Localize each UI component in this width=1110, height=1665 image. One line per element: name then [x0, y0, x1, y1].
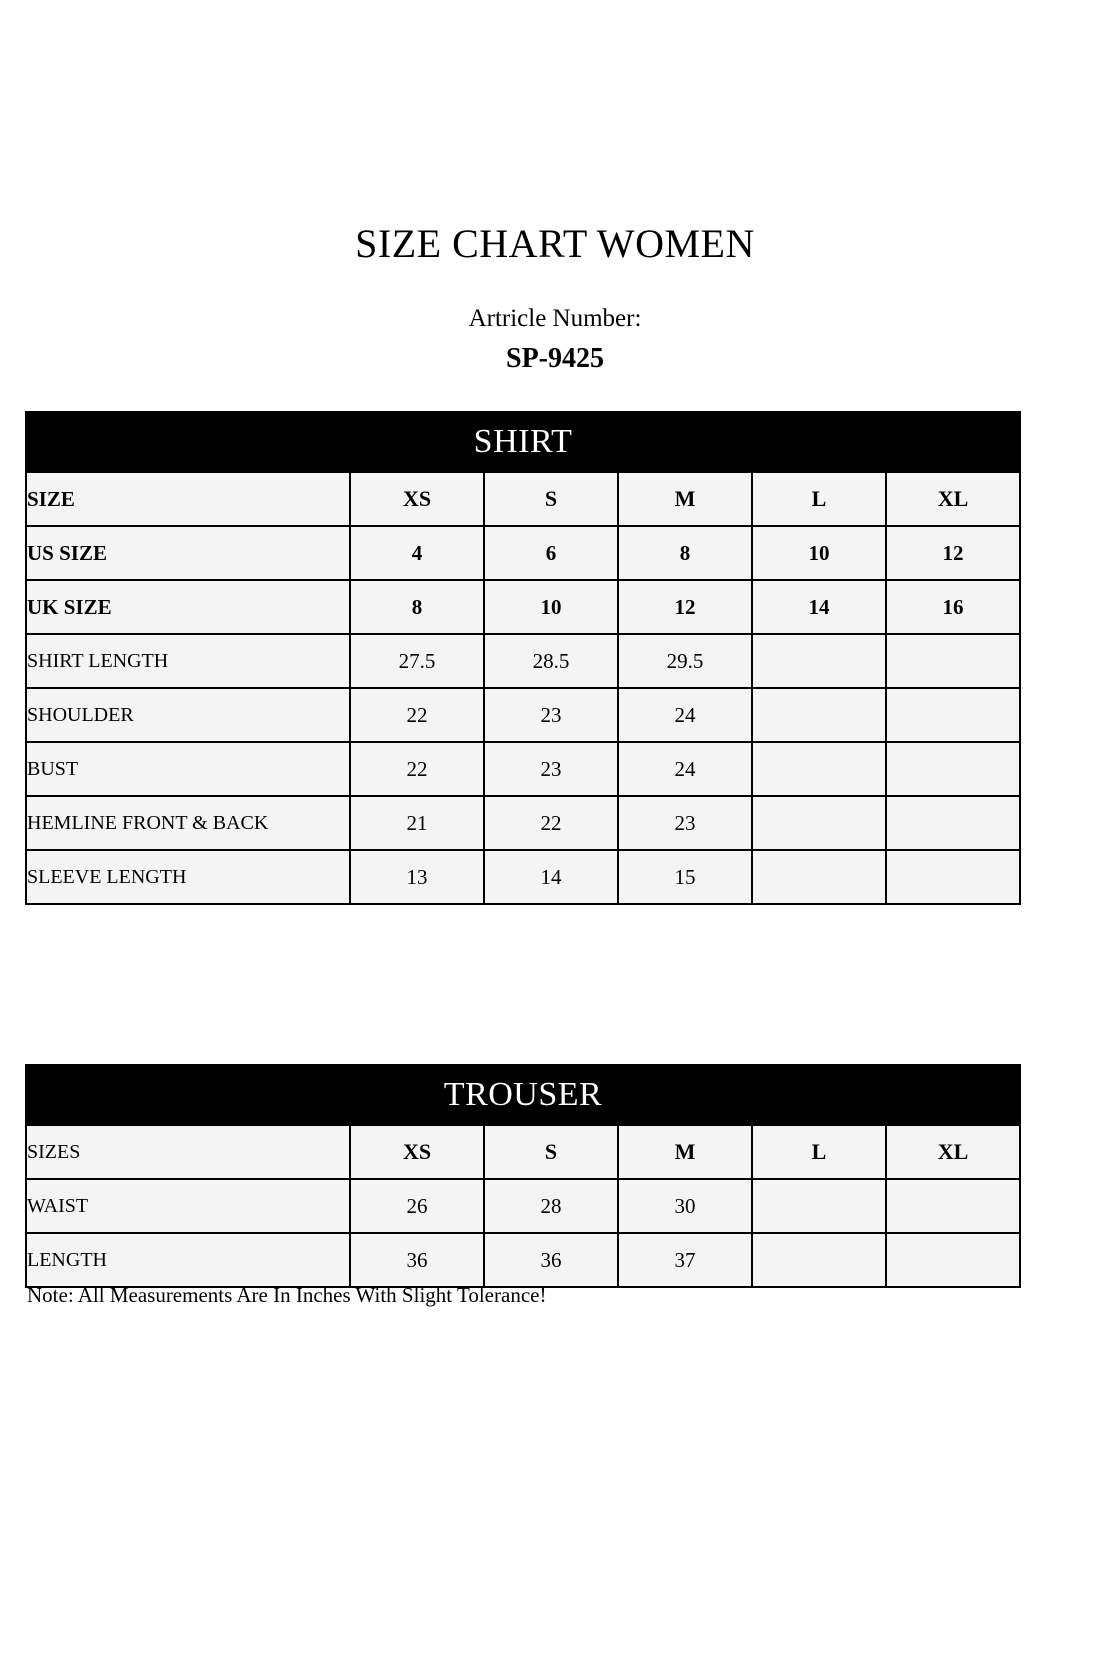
table-cell: L [752, 472, 886, 526]
row-label: LENGTH [26, 1233, 350, 1287]
table-cell [886, 634, 1020, 688]
table-cell [752, 1233, 886, 1287]
shirt-size-table [25, 411, 1021, 905]
table-cell: 22 [350, 688, 484, 742]
table-cell [752, 796, 886, 850]
table-cell [886, 850, 1020, 904]
table-cell: 12 [618, 580, 752, 634]
trouser-section-title: TROUSER [26, 1065, 1020, 1125]
row-label: SLEEVE LENGTH [26, 850, 350, 904]
table-cell: 30 [618, 1179, 752, 1233]
table-cell: L [752, 1125, 886, 1179]
article-number-value: SP-9425 [506, 343, 604, 374]
table-cell: 24 [618, 688, 752, 742]
table-cell: 16 [886, 580, 1020, 634]
table-cell: XL [886, 1125, 1020, 1179]
row-label: HEMLINE FRONT & BACK [26, 796, 350, 850]
table-cell: 12 [886, 526, 1020, 580]
table-cell: 28.5 [484, 634, 618, 688]
row-label: SIZES [26, 1125, 350, 1179]
table-cell: 8 [350, 580, 484, 634]
row-label: US SIZE [26, 526, 350, 580]
page-title: SIZE CHART WOMEN [355, 221, 755, 266]
table-row [26, 634, 1020, 688]
table-row [26, 850, 1020, 904]
table-cell: XL [886, 472, 1020, 526]
trouser-table-wrapper [25, 1064, 1085, 1288]
table-cell: 15 [618, 850, 752, 904]
table-cell: M [618, 1125, 752, 1179]
row-label: BUST [26, 742, 350, 796]
row-label: UK SIZE [26, 580, 350, 634]
table-cell: 10 [752, 526, 886, 580]
table-cell: 23 [484, 742, 618, 796]
table-cell: 24 [618, 742, 752, 796]
table-cell: 37 [618, 1233, 752, 1287]
table-cell [752, 688, 886, 742]
table-cell [752, 1179, 886, 1233]
shirt-section-title: SHIRT [26, 412, 1020, 472]
table-row [26, 526, 1020, 580]
table-cell: 27.5 [350, 634, 484, 688]
table-cell: 14 [752, 580, 886, 634]
table-cell [752, 850, 886, 904]
table-cell [886, 688, 1020, 742]
article-number-label: Artricle Number: [468, 305, 642, 332]
table-cell: M [618, 472, 752, 526]
table-row [26, 1179, 1020, 1233]
table-cell: 29.5 [618, 634, 752, 688]
table-cell: XS [350, 1125, 484, 1179]
table-cell [886, 1233, 1020, 1287]
row-label: SHOULDER [26, 688, 350, 742]
table-cell: 23 [484, 688, 618, 742]
table-cell: 22 [350, 742, 484, 796]
row-label: SIZE [26, 472, 350, 526]
table-row [26, 580, 1020, 634]
table-cell: 10 [484, 580, 618, 634]
table-cell: XS [350, 472, 484, 526]
table-row [26, 1233, 1020, 1287]
table-cell [752, 742, 886, 796]
table-cell: 23 [618, 796, 752, 850]
table-row [26, 742, 1020, 796]
trouser-header-row [26, 1065, 1020, 1125]
shirt-table-wrapper [25, 411, 1085, 905]
table-cell: 36 [484, 1233, 618, 1287]
table-row [26, 1125, 1020, 1179]
table-cell: 13 [350, 850, 484, 904]
table-cell: 4 [350, 526, 484, 580]
table-cell [886, 742, 1020, 796]
table-cell: 22 [484, 796, 618, 850]
table-cell: 8 [618, 526, 752, 580]
table-row [26, 472, 1020, 526]
table-cell: 14 [484, 850, 618, 904]
table-cell: 21 [350, 796, 484, 850]
table-row [26, 796, 1020, 850]
table-cell [886, 796, 1020, 850]
trouser-size-table [25, 1064, 1021, 1288]
table-cell [886, 1179, 1020, 1233]
row-label: WAIST [26, 1179, 350, 1233]
row-label: SHIRT LENGTH [26, 634, 350, 688]
shirt-header-row [26, 412, 1020, 472]
table-cell: S [484, 1125, 618, 1179]
table-cell: S [484, 472, 618, 526]
table-cell: 26 [350, 1179, 484, 1233]
table-cell: 6 [484, 526, 618, 580]
measurement-note: Note: All Measurements Are In Inches With Slight Tolerance! [27, 1283, 547, 1307]
table-cell [752, 634, 886, 688]
table-cell: 36 [350, 1233, 484, 1287]
table-row [26, 688, 1020, 742]
table-cell: 28 [484, 1179, 618, 1233]
